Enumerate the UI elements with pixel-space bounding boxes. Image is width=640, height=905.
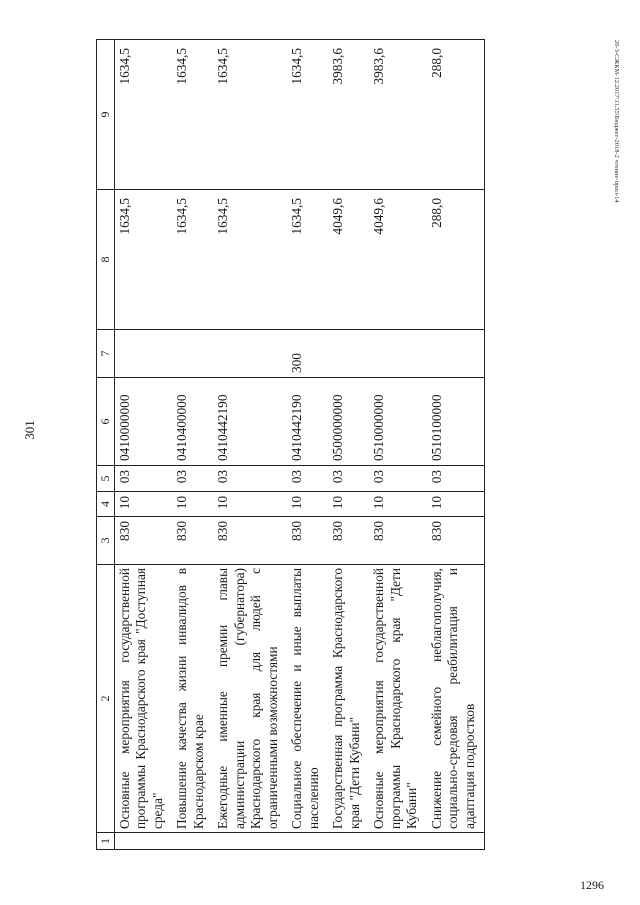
cell-section: 10 xyxy=(328,492,369,517)
table-row xyxy=(369,40,427,850)
cell-index xyxy=(213,833,287,850)
cell-expense-type xyxy=(172,330,213,378)
cell-amount-2019: 1634,5 xyxy=(213,190,287,330)
header-col-3: 3 xyxy=(97,517,115,565)
cell-section: 10 xyxy=(287,492,328,517)
cell-amount-2020: 1634,5 xyxy=(172,40,213,190)
cell-amount-2020: 3983,6 xyxy=(328,40,369,190)
cell-ministry-code: 830 xyxy=(287,517,328,565)
header-col-7: 7 xyxy=(97,330,115,378)
cell-subsection: 03 xyxy=(172,466,213,492)
cell-expense-type xyxy=(369,330,427,378)
cell-name: Ежегодные именные премии главы администрации (губернатора) Краснодарского края для людей с ограниченными возможностями xyxy=(213,565,287,833)
cell-expense-type xyxy=(114,330,172,378)
header-col-5: 5 xyxy=(97,466,115,492)
cell-section: 10 xyxy=(369,492,427,517)
header-col-4: 4 xyxy=(97,492,115,517)
cell-expense-type xyxy=(427,330,485,378)
cell-section: 10 xyxy=(172,492,213,517)
cell-index xyxy=(287,833,328,850)
cell-expense-type xyxy=(213,330,287,378)
cell-ministry-code: 830 xyxy=(328,517,369,565)
cell-amount-2019: 4049,6 xyxy=(369,190,427,330)
document-reference: 20-3-СЖКМ-12.2017\11.55\Бюджет-2018-2 чтение-прил-14 xyxy=(613,40,620,203)
cell-name: Снижение семейного неблагополучия, социально-средовая реабилитация и адаптация подростков xyxy=(427,565,485,833)
cell-index xyxy=(427,833,485,850)
cell-index xyxy=(172,833,213,850)
cell-target-code: 0510000000 xyxy=(369,378,427,466)
cell-subsection: 03 xyxy=(427,466,485,492)
cell-name: Повышение качества жизни инвалидов в Краснодарском крае xyxy=(172,565,213,833)
budget-table xyxy=(96,39,485,850)
cell-section: 10 xyxy=(427,492,485,517)
cell-amount-2020: 3983,6 xyxy=(369,40,427,190)
cell-ministry-code: 830 xyxy=(213,517,287,565)
cell-target-code: 0410000000 xyxy=(114,378,172,466)
cell-target-code: 0410400000 xyxy=(172,378,213,466)
cell-ministry-code: 830 xyxy=(172,517,213,565)
cell-ministry-code: 830 xyxy=(427,517,485,565)
cell-name: Основные мероприятия государственной программы Краснодарского края "Доступная среда" xyxy=(114,565,172,833)
cell-subsection: 03 xyxy=(213,466,287,492)
cell-amount-2020: 1634,5 xyxy=(287,40,328,190)
sheet-number: 1296 xyxy=(580,878,604,892)
cell-name: Государственная программа Краснодарского края "Дети Кубани" xyxy=(328,565,369,833)
cell-expense-type: 300 xyxy=(287,330,328,378)
cell-amount-2019: 288,0 xyxy=(427,190,485,330)
table-header-row xyxy=(97,40,115,850)
header-col-8: 8 xyxy=(97,190,115,330)
table-row xyxy=(114,40,172,850)
cell-target-code: 0510100000 xyxy=(427,378,485,466)
cell-ministry-code: 830 xyxy=(114,517,172,565)
cell-name: Основные мероприятия государственной программы Краснодарского края "Дети Кубани" xyxy=(369,565,427,833)
cell-subsection: 03 xyxy=(328,466,369,492)
cell-amount-2019: 4049,6 xyxy=(328,190,369,330)
cell-ministry-code: 830 xyxy=(369,517,427,565)
cell-subsection: 03 xyxy=(114,466,172,492)
header-col-6: 6 xyxy=(97,378,115,466)
cell-index xyxy=(114,833,172,850)
cell-subsection: 03 xyxy=(287,466,328,492)
cell-expense-type xyxy=(328,330,369,378)
header-col-9: 9 xyxy=(97,40,115,190)
cell-amount-2020: 288,0 xyxy=(427,40,485,190)
cell-subsection: 03 xyxy=(369,466,427,492)
cell-section: 10 xyxy=(213,492,287,517)
table-row xyxy=(427,40,485,850)
cell-amount-2020: 1634,5 xyxy=(213,40,287,190)
cell-target-code: 0500000000 xyxy=(328,378,369,466)
cell-amount-2019: 1634,5 xyxy=(172,190,213,330)
table-row xyxy=(328,40,369,850)
cell-index xyxy=(328,833,369,850)
cell-name: Социальное обеспечение и иные выплаты населению xyxy=(287,565,328,833)
header-col-2: 2 xyxy=(97,565,115,833)
table-row xyxy=(213,40,287,850)
cell-amount-2019: 1634,5 xyxy=(114,190,172,330)
cell-section: 10 xyxy=(114,492,172,517)
table-row xyxy=(287,40,328,850)
cell-amount-2020: 1634,5 xyxy=(114,40,172,190)
cell-index xyxy=(369,833,427,850)
cell-target-code: 0410442190 xyxy=(287,378,328,466)
table-row xyxy=(172,40,213,850)
page-number: 301 xyxy=(22,420,37,440)
cell-amount-2019: 1634,5 xyxy=(287,190,328,330)
header-col-1: 1 xyxy=(97,833,115,850)
rotated-table-wrapper xyxy=(96,40,606,850)
cell-target-code: 0410442190 xyxy=(213,378,287,466)
